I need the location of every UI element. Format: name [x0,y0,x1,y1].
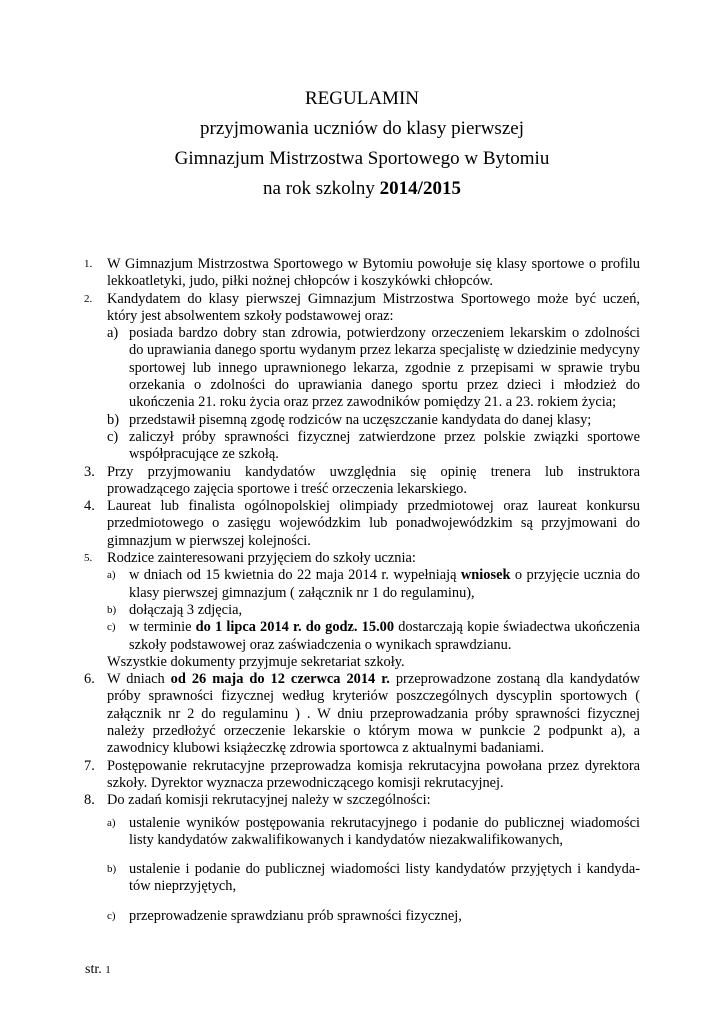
subitem-text-post: dostarczają kopie świadectwa ukończenia szkoły podstawowej oraz zaświadczenia o wynikach sprawdzianu. [129,619,640,653]
subitem-letter: b) [107,411,119,428]
item-text: Postępowanie rekrutacyjne przeprowadza komisja rekrutacyjna powołana przez dyrektora szkoły. Dyrektor wyznacza przewodniczącego komisji rekrutacyjnej. [107,757,640,791]
item-text: Rodzice zainteresowani przyjęciem do szkoły ucznia: [107,550,416,567]
subitem-text-bold: wniosek [460,567,511,584]
subitem-letter: b) [107,603,117,616]
item-number: 2. [84,292,93,305]
subitem-text: posiada bardzo dobry stan zdrowia, potwierdzony orzeczeniem lekarskim o zdolności do uprawiania danego sportu wydanym przez lekarza specjalistę w dziedzinie medycyny sportowej lub innego uprawnionego lekarza, zgodnie z przepisami w sprawie trybu orzekania o zdolności do uprawiania danego sportu przez dzieci i młodzież do ukończenia 21. roku życia oraz przez zawodników pomiędzy 21. a 23. rokiem życia; [129,325,640,411]
subitem-5c [107,619,640,654]
item-number: 8. [84,792,95,809]
item-number: 7. [84,757,95,774]
list-item-1 [84,256,640,291]
item-text: Przy przyjmowaniu kandydatów uwzględnia się opinię trenera lub instruktora prowadzącego zajęcia sportowe i treść orzeczenia lekarskiego. [107,463,640,497]
subitem-text: ustalenie wyników postępowania rekrutacyjnego i podanie do publicznej wiadomości listy kandydatów zakwalifikowanych i kandydatów niezakwalifikowanych, [129,814,640,848]
subitem-text-pre: w dniach od 15 kwietnia do 22 maja 2014 r. wypełniają [129,567,461,584]
item-text: Laureat lub finalista ogólnopolskiej olimpiady przedmiotowej oraz laureat konkursu przedmiotowego o zasięgu wojewódzkim lub ponadwojewódzkim są przyjmowani do gimnazjum w pierwszej kolejności. [107,498,640,549]
list-item-6 [84,671,640,757]
list-item-7 [84,758,640,793]
subitem-2a [107,325,640,411]
subitem-5b [107,602,640,619]
title-line-4 [0,174,724,204]
document-title [0,84,724,204]
subitem-letter: a) [107,569,116,582]
title-line-1: REGULAMIN [305,88,419,109]
title-year: 2014/2015 [379,178,461,199]
title-line-2: przyjmowania uczniów do klasy pierwszej [200,118,524,139]
subitem-letter: c) [107,621,116,634]
item-number: 6. [84,671,95,688]
subitem-5a [107,567,640,602]
item-5-note: Wszystkie dokumenty przyjmuje sekretariat szkoły. [107,653,405,670]
subitem-text: zaliczył próby sprawności fizycznej zatwierdzone przez polskie związki sportowe współpracujące ze szkołą. [129,428,640,463]
regulation-body [84,256,640,925]
list-item-5 [84,550,640,671]
subitem-text-post: o przyjęcie ucznia do klasy pierwszej gimnazjum ( załącznik nr 1 do regulaminu), [129,567,640,601]
item-number: 3. [84,463,95,480]
list-item-2 [84,291,640,326]
footer-label: str. [85,962,106,977]
subitem-text: ustalenie i podanie do publicznej wiadomości listy kandydatów przyjętych i kandyda-tów nieprzyjętych, [129,861,640,895]
subitem-letter: c) [107,909,116,922]
subitem-8a [107,815,640,850]
subitem-2c [107,429,640,464]
title-line-3: Gimnazjum Mistrzostwa Sportowego w Bytomiu [174,148,550,169]
item-text-pre: W dniach [107,671,171,688]
subitem-letter: b) [107,863,117,876]
subitem-text: przedstawił pisemną zgodę rodziców na uczęszczanie kandydata do danej klasy; [129,411,592,428]
item-text-post: przeprowadzone zostaną dla kandydatów próby sprawności fizycznej według kryteriów poszczególnych dyscyplin sportowych ( załącznik nr 2 do regulaminu ) . W dniu przeprowadzania próby sprawności fizycznej należy przedłożyć orzeczenie lekarskie o którym mowa w punkcie 2 podpunkt a), a zawodnicy klubowi książeczkę zdrowia sportowca z aktualnymi badaniami. [107,671,640,757]
item-text: Do zadań komisji rekrutacyjnej należy w szczególności: [107,792,431,809]
list-item-2-subitems [84,325,640,463]
subitem-letter: a) [107,325,119,342]
subitem-8b [107,861,640,896]
subitem-text-pre: w terminie [129,619,196,636]
list-item-4 [84,498,640,550]
list-item-8 [84,792,640,925]
subitem-8c [107,908,640,925]
page-number: 1 [105,964,111,976]
subitem-letter: a) [107,816,116,829]
item-number: 1. [84,258,93,270]
subitem-text-bold: do 1 lipca 2014 r. do godz. 15.00 [195,619,395,636]
list-item-3 [84,464,640,499]
subitem-letter: c) [107,428,119,445]
subitem-2b [107,412,640,429]
item-text-bold: od 26 maja do 12 czerwca 2014 r. [170,671,390,688]
item-number: 4. [84,498,95,515]
item-text: Kandydatem do klasy pierwszej Gimnazjum Mistrzostwa Sportowego może być uczeń, który jest absolwentem szkoły podstawowej oraz: [107,290,640,324]
item-number: 5. [84,552,93,565]
page-footer [85,962,111,978]
item-text: W Gimnazjum Mistrzostwa Sportowego w Bytomiu powołuje się klasy sportowe o profilu lekkoatletyki, judo, piłki nożnej chłopców i koszykówki chłopców. [107,256,640,290]
subitem-text: przeprowadzenie sprawdzianu prób sprawności fizycznej, [129,907,462,924]
title-year-prefix: na rok szkolny [263,178,380,199]
subitem-text: dołączają 3 zdjęcia, [129,601,243,618]
